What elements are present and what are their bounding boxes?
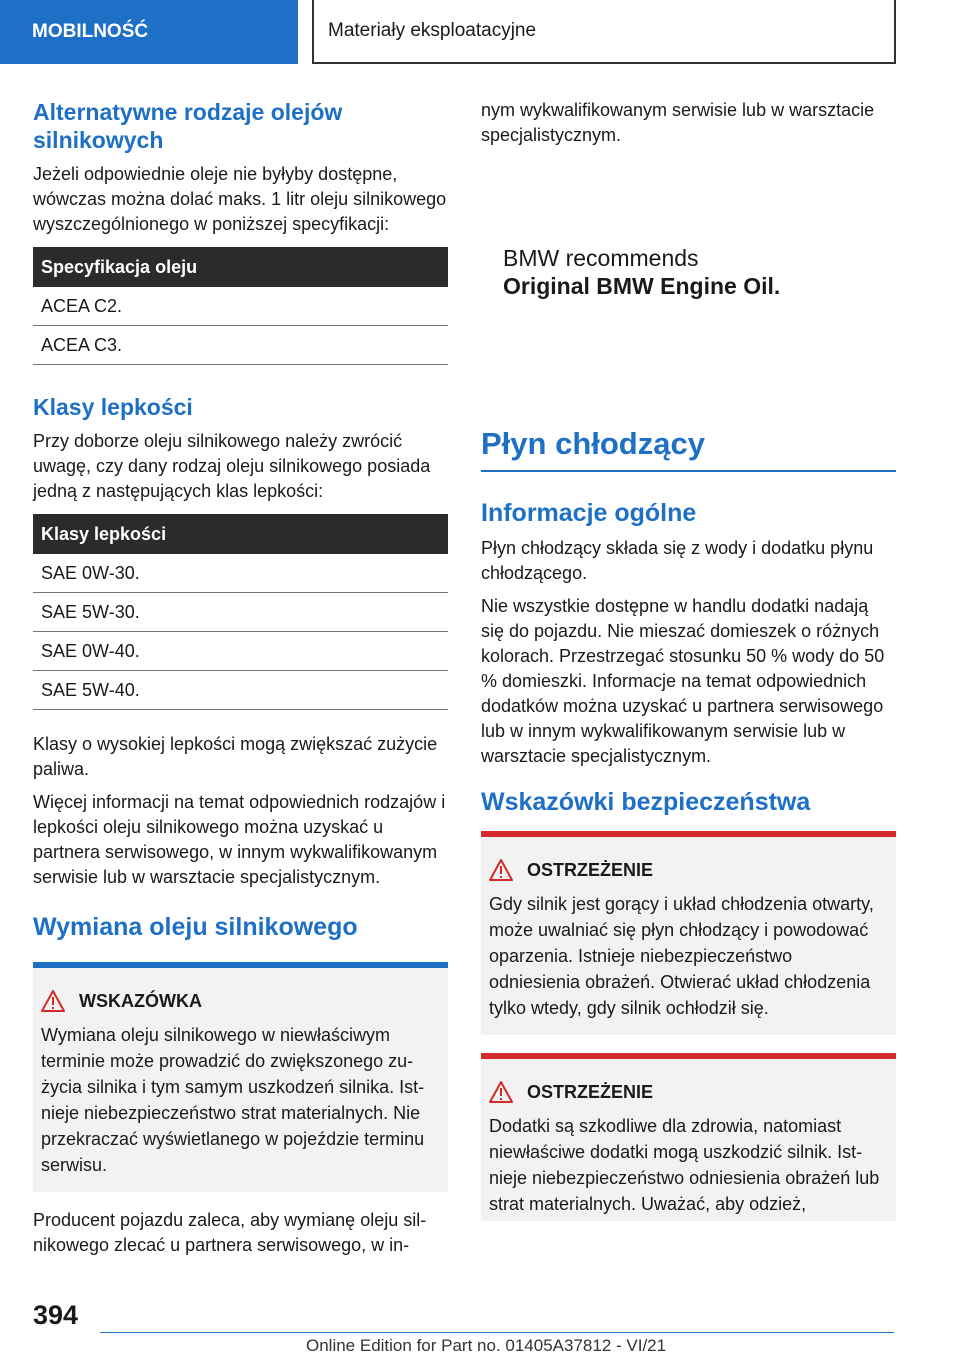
warning-title: OSTRZEŻENIE <box>527 1081 654 1102</box>
table-row: ACEA C2. <box>33 287 448 326</box>
bmw-recommends-line: BMW recommends <box>503 245 699 271</box>
coolant-heading: Płyn chłodzący <box>481 424 896 472</box>
viscosity-text: Przy doborze oleju silnikowego należy zwrócić uwagę, czy dany rodzaj oleju silnikowego posiada jedną z następujących klas lepkości: <box>33 431 431 501</box>
oil-change-text: Producent pojazdu zaleca, aby wymianę oleju silnikowego zlecać u partnera serwisowego, w in- <box>33 1210 427 1255</box>
section-title: MOBILNOŚĆ <box>32 21 149 42</box>
viscosity-note: Klasy o wysokiej lepkości mogą zwiększać zużycie paliwa. <box>33 734 438 779</box>
table-row: SAE 0W-30. <box>33 554 448 593</box>
continued-text: nym wykwalifikowanym serwisie lub w warsztacie specjalistycznym. <box>481 100 875 145</box>
table-row: SAE 0W-40. <box>33 632 448 671</box>
alt-oils-heading: Alternatywne rodzaje olejów silnikowych <box>33 99 343 153</box>
viscosity-heading: Klasy lepkości <box>33 394 193 420</box>
warning-box <box>481 831 896 1035</box>
viscosity-more-info: Więcej informacji na temat odpowiednich rodzajów i lepkości oleju silnikowego można uzyskać u partnera serwisowego, w innym wykwalifikowanym serwisie lub w warsztacie specjalistycznym. <box>33 792 446 887</box>
warning-title: OSTRZEŻENIE <box>527 859 654 880</box>
footer-divider <box>100 1332 894 1333</box>
warning-text: Gdy silnik jest gorący i układ chłodzenia otwarty, może uwalniać się płyn chłodzący i powodować oparzenia. Istnieje niebezpieczeństwo odniesienia obrażeń. Otwierać układ chłodzenia tylko wtedy, gdy silnik ochłodził się. <box>489 894 874 1018</box>
warning-triangle-icon <box>489 859 513 881</box>
oil-spec-table <box>33 247 448 365</box>
table-header: Klasy lepkości <box>33 514 448 554</box>
warning-box <box>481 1053 896 1221</box>
notice-text: Wymiana oleju silnikowego w niewłaściwym terminie może prowadzić do zwiększonego zużycia silnika i tym samym uszkodzeń silnika. Istnieje niebezpieczeństwo strat materialnych. Nie przekraczać wyświetlanego w pojeździe terminu serwisu. <box>41 1025 425 1175</box>
notice-box <box>33 962 448 1192</box>
safety-heading: Wskazówki bezpieczeństwa <box>481 788 811 816</box>
viscosity-table <box>33 514 448 710</box>
notice-title: WSKAZÓWKA <box>79 990 202 1011</box>
table-row: SAE 5W-30. <box>33 593 448 632</box>
alt-oils-text: Jeżeli odpowiednie oleje nie byłyby dostępne, wówczas można dolać maks. 1 litr oleju silnikowego wyszczególnionego w poniższej specyfikacji: <box>33 164 447 234</box>
footer-edition: Online Edition for Part no. 01405A37812 - VI/21 <box>306 1336 667 1355</box>
header-chapter <box>312 0 896 64</box>
warning-triangle-icon <box>41 990 65 1012</box>
table-row: SAE 5W-40. <box>33 671 448 710</box>
left-column <box>33 98 448 1266</box>
chapter-title: Materiały eksploatacyjne <box>328 20 537 41</box>
right-column <box>481 98 896 1221</box>
bmw-engine-oil-line: Original BMW Engine Oil. <box>503 273 781 299</box>
warning-text: Dodatki są szkodliwe dla zdrowia, natomiast niewłaściwe dodatki mogą uszkodzić silnik. Istnieje niebezpieczeństwo odniesienia obrażeń lub strat materialnych. Uważać, aby odzież, <box>489 1116 880 1214</box>
general-info-heading: Informacje ogólne <box>481 499 697 527</box>
header-section-tab <box>0 0 298 64</box>
warning-triangle-icon <box>489 1081 513 1103</box>
page-number: 394 <box>33 1300 79 1330</box>
oil-change-heading: Wymiana oleju silnikowego <box>33 913 358 941</box>
bmw-recommends-logo <box>503 244 896 300</box>
coolant-p2: Nie wszystkie dostępne w handlu dodatki nadają się do pojazdu. Nie mieszać domieszek o różnych kolorach. Przestrzegać stosunku 50 % wody do 50 % domieszki. Informacje na temat odpowiednich dodatków można uzyskać u partnera serwisowego lub w innym wykwalifikowanym serwisie lub w warsztacie specjalistycznym. <box>481 596 885 766</box>
coolant-p1: Płyn chłodzący składa się z wody i dodatku płynu chłodzącego. <box>481 538 874 583</box>
table-row: ACEA C3. <box>33 326 448 365</box>
table-header: Specyfikacja oleju <box>33 247 448 287</box>
